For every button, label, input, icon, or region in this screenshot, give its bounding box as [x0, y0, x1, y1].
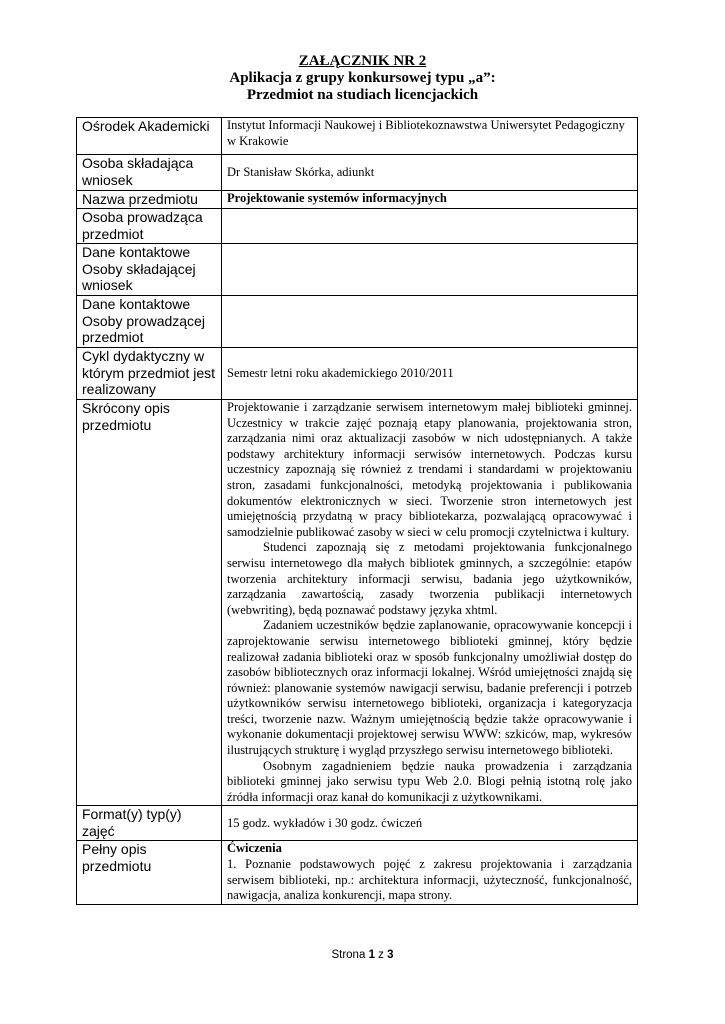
label-format: Format(y) typ(y) zajęć [77, 806, 222, 841]
course-level-subtitle: Przedmiot na studiach licencjackich [246, 87, 479, 103]
table-row [77, 841, 638, 904]
table-row [77, 155, 638, 191]
value-osoba-prowadzaca [222, 209, 638, 244]
application-form-table [76, 117, 638, 905]
table-row [77, 296, 638, 348]
label-kontakt-prowadzacej: Dane kontaktowe Osoby prowadzącej przedmiot [77, 296, 222, 348]
document-header [0, 53, 725, 104]
table-row [77, 118, 638, 155]
label-osrodek: Ośrodek Akademicki [77, 118, 222, 155]
value-kontakt-prowadzacej [222, 296, 638, 348]
value-kontakt-skladajacej [222, 244, 638, 296]
table-row [77, 209, 638, 244]
value-pelny-opis [222, 841, 638, 904]
label-nazwa: Nazwa przedmiotu [77, 191, 222, 209]
page-footer [0, 949, 725, 961]
description-paragraph-2: Studenci zapoznają się z metodami projektowania funkcjonalnego serwisu internetowego dla małych bibliotek gminnych, a szczególnie: etapów tworzenia architektury informacji serwisu, badania jego użytkowników, zarządzania zawartością, zasady tworzenia publikacji internetowych (webwriting), będą poznawać podstawy języka xhtml. [227, 540, 632, 617]
description-paragraph-3: Zadaniem uczestników będzie zaplanowanie, opracowywanie koncepcji i zaprojektowanie serwisu internetowego biblioteki gminnej, który będzie realizował zadania biblioteki oraz w sposób funkcjonalny umożliwiał dostęp do zasobów bibliotecznych oraz informacji lokalnej. Wśród umiejętności znajdą się również: planowanie systemów nawigacji serwisu, badanie preferencji i potrzeb użytkowników serwisu internetowego biblioteki, organizacja i kategoryzacja treści, tworzenie nazw. Ważnym umiejętnością będzie także opracowywanie i wykonanie dokumentacji projektowej serwisu WWW: szkiców, map, wykresów ilustrujących strukturę i wygląd przyszłego serwisu internetowego biblioteki. [227, 618, 632, 758]
label-pelny-opis: Pełny opis przedmiotu [77, 841, 222, 904]
label-osoba-prowadzaca: Osoba prowadząca przedmiot [77, 209, 222, 244]
page-separator: z [378, 949, 384, 961]
application-subtitle: Aplikacja z grupy konkursowej typu „a”: [229, 70, 496, 86]
table-row [77, 400, 638, 806]
page-number: 1 [368, 949, 375, 961]
label-kontakt-skladajacej: Dane kontaktowe Osoby składającej wniosek [77, 244, 222, 296]
exercises-heading: Ćwiczenia [227, 841, 282, 856]
table-row [77, 191, 638, 209]
table-row [77, 348, 638, 400]
value-format: 15 godz. wykładów i 30 godz. ćwiczeń [222, 806, 638, 841]
value-nazwa: Projektowanie systemów informacyjnych [222, 191, 638, 209]
description-paragraph-1: Projektowanie i zarządzanie serwisem internetowym małej biblioteki gminnej. Uczestnicy w trakcie zajęć poznają etapy planowania, projektowania stron, zarządzania nimi oraz aktualizacji zasobów w nich udostępnianych. A także podstawy architektury informacji serwisów internetowych. Podczas kursu uczestnicy zapoznają się również z trendami i standardami w projektowaniu stron, zasadami funkcjonalności, metodyką projektowania i publikowania dokumentów elektronicznych w sieci. Tworzenie stron internetowych jest umiejętnością przydatną w pracy bibliotekarza, pozwalającą opracowywać i samodzielnie publikować zasoby w sieci w celu promocji czytelnictwa i kultury. [227, 400, 632, 539]
annex-title: ZAŁĄCZNIK NR 2 [298, 53, 427, 69]
value-cykl: Semestr letni roku akademickiego 2010/2011 [222, 348, 638, 400]
page-total: 3 [387, 949, 394, 961]
page-prefix: Strona [331, 949, 366, 961]
label-osoba-skladajaca: Osoba składająca wniosek [77, 155, 222, 191]
value-skrocony-opis [222, 400, 638, 806]
label-skrocony-opis: Skrócony opis przedmiotu [77, 400, 222, 806]
exercises-item-1: 1. Poznanie podstawowych pojęć z zakresu projektowania i zarządzania serwisem biblioteki, np.: architektura informacji, użyteczność, funkcjonalność, nawigacja, analiza konkurencji, mapa strony. [227, 857, 632, 903]
value-osrodek: Instytut Informacji Naukowej i Bibliotekoznawstwa Uniwersytet Pedagogiczny w Krakowie [222, 118, 638, 155]
table-row [77, 244, 638, 296]
label-cykl: Cykl dydaktyczny w którym przedmiot jest realizowany [77, 348, 222, 400]
value-osoba-skladajaca: Dr Stanisław Skórka, adiunkt [222, 155, 638, 191]
description-paragraph-4: Osobnym zagadnieniem będzie nauka prowadzenia i zarządzania biblioteki gminnej jako serwisu typu Web 2.0. Blogi pełnią istotną rolę jako źródła informacji oraz kanał do komunikacji z użytkownikami. [227, 758, 632, 804]
table-row [77, 806, 638, 841]
